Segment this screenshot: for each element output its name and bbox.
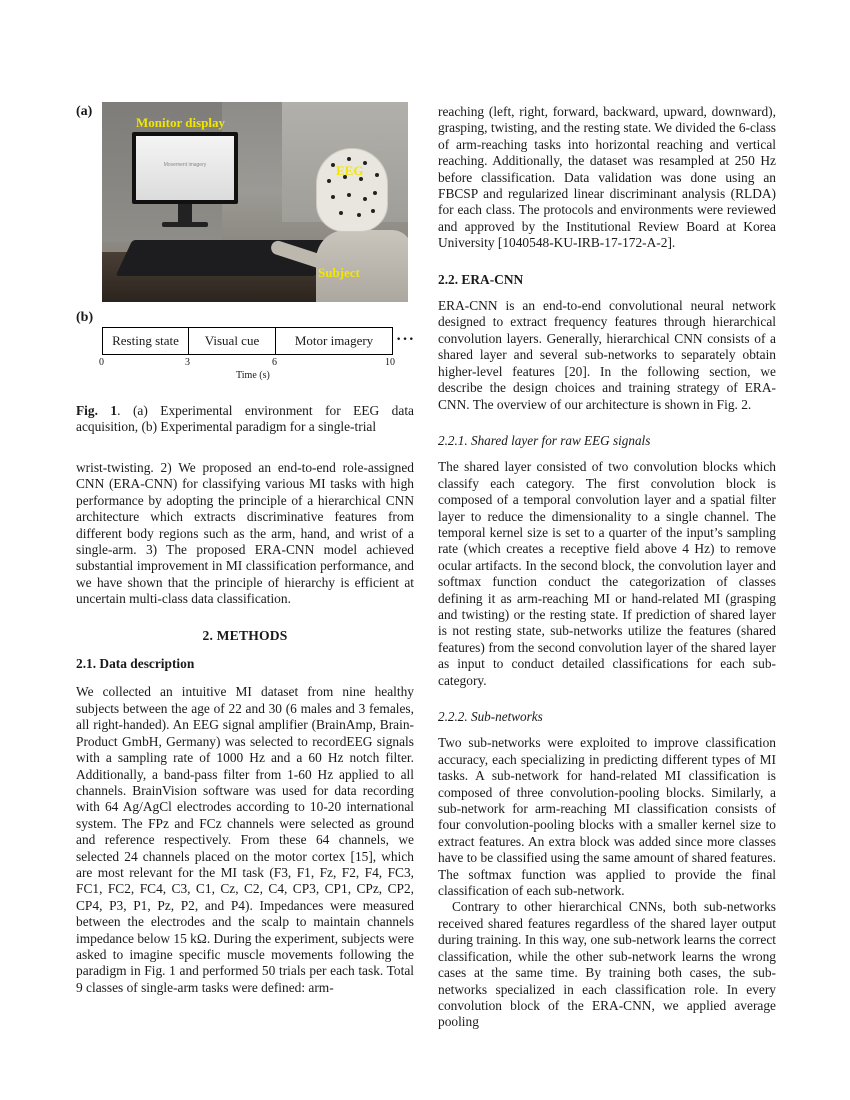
figure-caption xyxy=(76,403,414,436)
figure-label-a: (a) xyxy=(76,104,93,119)
segment-resting-state: Resting state xyxy=(103,328,189,354)
experiment-photo xyxy=(102,102,408,302)
screen-text: Movement imagery xyxy=(163,162,207,168)
tick-3: 3 xyxy=(185,357,190,368)
paragraph-contributions: wrist-twisting. 2) We proposed an end-to-end role-assigned CNN (ERA-CNN) for classifying various MI tasks with high performance by adopting the principle of a hierarchical CNN architecture which extracts discriminative features from different body regions such as the arm, hand, and wrist of a single-arm. 3) The proposed ERA-CNN model achieved substantial improvement in MI classification performance, and we have shown that the principle of hierarchy is efficient at uncertain multi-class data classification. xyxy=(76,460,414,607)
tick-10: 10 xyxy=(385,357,395,368)
paragraph-shared-layer: The shared layer consisted of two convolution blocks which classify each category. The first convolution block is composed of a temporal convolution layer and a spatial filter layer to reduce the dimensionality to a single channel. The temporal kernel size is set to a quarter of the input’s sampling rate (which creates a receptive field above 4 Hz) to remove ocular artifacts. In the second block, the convolution layer and softmax function conduct the categorization of classes defining it as arm-reaching MI or hand-related MI (grasping and twisting) or the resting state. If prediction of shared layer is not resting state, sub-networks utilize the features (shared features) from the second convolution layer of the shared layer as input to conduct detailed classifications for each sub-category. xyxy=(438,459,776,688)
paragraph-era-cnn: ERA-CNN is an end-to-end convolutional neural network designed to extract frequency features through hierarchical convolution layers. Generally, hierarchical CNN consists of a shared layer and several sub-networks to separately obtain higher-level features [20]. In the following section, we describe the design choices and training strategy of ERA-CNN. The overview of our architecture is shown in Fig. 2. xyxy=(438,298,776,412)
section-title-methods: 2. METHODS xyxy=(202,627,288,643)
timeline-axis-label: Time (s) xyxy=(236,370,270,381)
label-monitor-display: Monitor display xyxy=(136,115,225,130)
right-column xyxy=(438,104,776,1031)
monitor-base xyxy=(162,222,208,227)
left-column xyxy=(76,460,414,996)
subsection-title-data-description: 2.1. Data description xyxy=(76,656,195,672)
subsection-title-era-cnn: 2.2. ERA-CNN xyxy=(438,271,524,287)
caption-text: . (a) Experimental environment for EEG data acquisition, (b) Experimental paradigm for a single-trial xyxy=(76,403,414,435)
label-eeg: EEG xyxy=(336,163,364,178)
paragraph-dataset-continued: reaching (left, right, forward, backward, upward, downward), grasping, twisting, and the resting state. We divided the 6-class of arm-reaching tasks into horizontal reaching and vertical reaching. Additionally, the dataset was resampled at 250 Hz before classification. Data validation was done using an FBCSP and regularized linear discriminant analysis (RLDA) for each class. The protocols and environments were reviewed and approved by the Institutional Review Board at Korea University [1040548-KU-IRB-17-172-A-2]. xyxy=(438,104,776,251)
paragraph-sub-networks-2: Contrary to other hierarchical CNNs, both sub-networks received shared features regardless of the shared layer output during training. In this way, one sub-network learns the correct classification, while the other sub-network learns the wrong cases at the same time. By training both cases, the sub-networks specialized in each classification role. In every convolution block of the ERA-CNN, we applied average pooling xyxy=(438,899,776,1030)
figure-label-b: (b) xyxy=(76,310,94,325)
label-subject: Subject xyxy=(318,265,360,280)
monitor-stand xyxy=(178,204,192,224)
caption-label: Fig. 1 xyxy=(76,403,118,418)
tick-6: 6 xyxy=(272,357,277,368)
tick-0: 0 xyxy=(99,357,104,368)
segment-motor-imagery: Motor imagery xyxy=(294,333,374,348)
subject-eeg-cap xyxy=(316,148,388,232)
segment-visual-cue: Visual cue xyxy=(189,328,276,354)
paradigm-timeline xyxy=(102,327,393,355)
subsubsection-title-shared-layer: 2.2.1. Shared layer for raw EEG signals xyxy=(438,432,651,448)
photo-screen xyxy=(136,136,234,200)
paragraph-data-description: We collected an intuitive MI dataset from nine healthy subjects between the age of 22 and 30 (6 males and 3 females, all right-handed). An EEG signal amplifier (BrainAmp, Brain-Product GmbH, Germany) was selected to recordEEG signals with a sampling rate of 1000 Hz and a 60 Hz notch filter. Additionally, a band-pass filter from 1-60 Hz applied to all channels. BrainVision software was used for data recording with 64 Ag/AgCl electrodes according to 10-20 international system. The FPz and FCz channels were selected as ground and reference respectively. From these 64 channels, we selected 24 channels placed on the motor cortex [15], which are most relevant for the MI task (F3, F1, Fz, F2, F4, FC3, FC1, FC2, FC4, C3, C1, Cz, C2, C4, CP3, CP1, CPz, CP2, CP4, P3, P1, Pz, P2, and P4). Impedances were measured between the electrodes and the scalp to maintain channels impedance below 15 kΩ. During the experiment, subjects were asked to imagine specific muscle movements following the paradigm in Fig. 1 and performed 50 trials per each task. Total 9 classes of single-arm tasks were defined: arm- xyxy=(76,684,414,995)
subsubsection-title-sub-networks: 2.2.2. Sub-networks xyxy=(438,709,543,724)
paragraph-sub-networks-1: Two sub-networks were exploited to improve classification accuracy, each specializing in predicting different types of MI tasks. A sub-network for hand-related MI classification is composed of three convolution-pooling blocks. Similarly, a sub-network for arm-reaching MI classification consists of four convolution-pooling blocks with a smaller kernel size to extract features. An extra block was added since more classes have to be classified using the same amount of shared features. The softmax function was applied to provide the final classification of each sub-network. xyxy=(438,735,776,899)
timeline-ellipsis: ··· xyxy=(396,331,416,348)
